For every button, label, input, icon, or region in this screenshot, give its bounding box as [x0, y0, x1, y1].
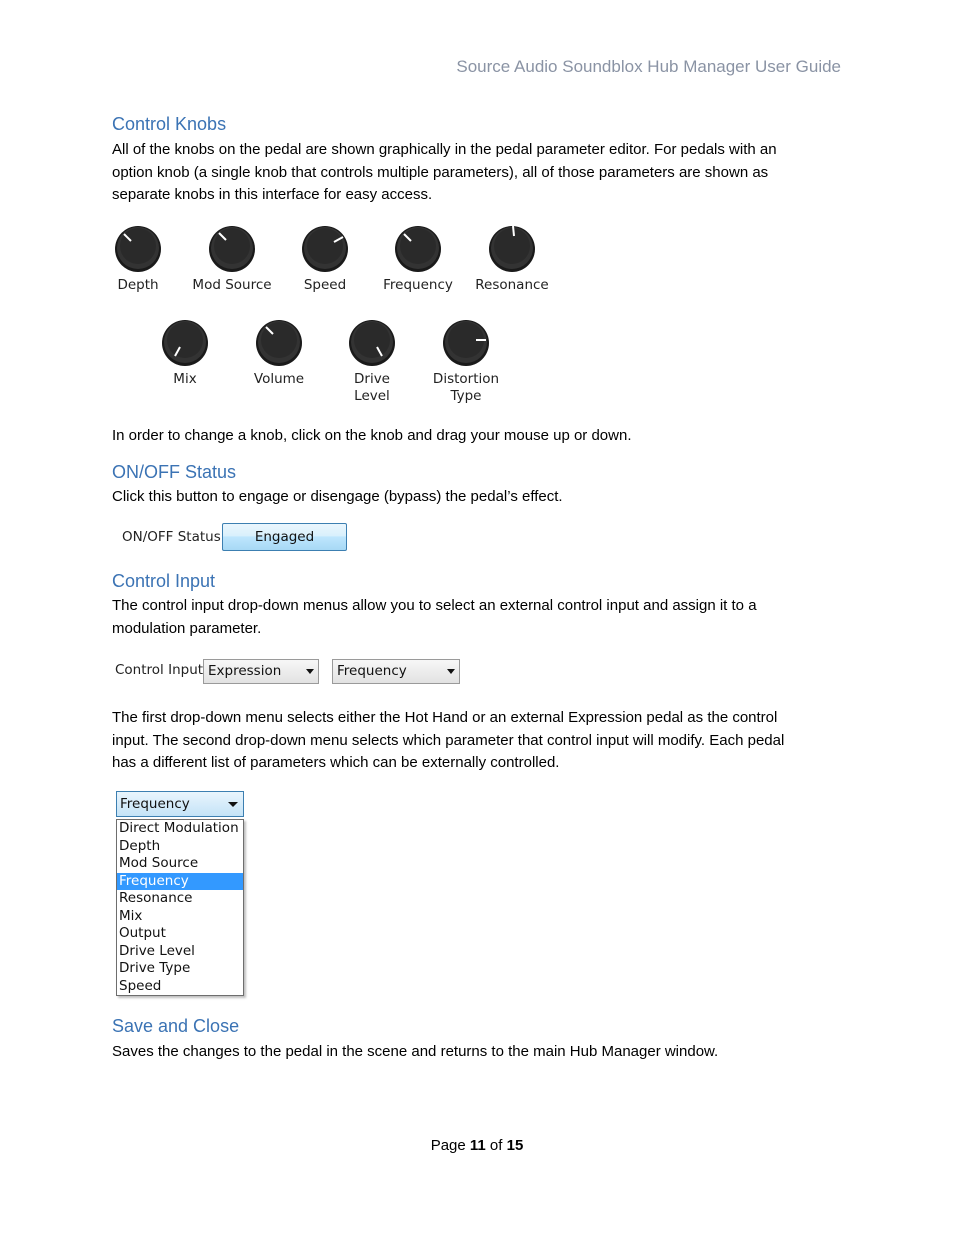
- page-total: 15: [506, 1137, 524, 1154]
- on-off-status-label: ON/OFF Status: [122, 529, 221, 545]
- chevron-down-icon: [306, 669, 314, 674]
- heading-save-and-close: Save and Close: [112, 1016, 240, 1036]
- knob-mod-source[interactable]: [182, 222, 282, 294]
- heading-control-input: Control Input: [112, 571, 216, 591]
- dropdown-option[interactable]: Drive Type: [119, 960, 191, 976]
- knob-speed-label: Speed: [303, 277, 347, 293]
- dropdown-option[interactable]: Resonance: [119, 890, 193, 906]
- knob-resonance-icon[interactable]: [486, 222, 538, 274]
- chevron-down-icon: [228, 802, 238, 807]
- knob-frequency[interactable]: [368, 222, 468, 294]
- dropdown-option[interactable]: Direct Modulation: [119, 820, 239, 836]
- knob-drive-level[interactable]: [322, 316, 422, 405]
- dropdown-option[interactable]: Mix: [119, 907, 143, 924]
- knob-speed[interactable]: [275, 222, 375, 294]
- dropdown-option[interactable]: Drive Level: [119, 942, 195, 959]
- paragraph-line: modulation parameter.: [112, 619, 262, 637]
- paragraph-line: option knob (a single knob that controls multiple parameters), all of those parameters are shown as: [112, 163, 769, 181]
- knob-drive-level-label-line2: Level: [354, 388, 390, 404]
- knob-drive-level-label: [322, 371, 422, 405]
- paragraph-line: has a different list of parameters which can be externally controlled.: [112, 754, 560, 771]
- knob-volume-icon[interactable]: [253, 316, 305, 368]
- knob-frequency-icon[interactable]: [392, 222, 444, 274]
- knob-resonance[interactable]: [462, 222, 562, 294]
- knob-mix-label: [135, 371, 235, 388]
- knob-distortion-type[interactable]: [416, 316, 516, 405]
- heading-on-off-status: ON/OFF Status: [112, 462, 237, 482]
- knob-mod-source-label: Mod Source: [192, 277, 272, 293]
- control-parameter-select[interactable]: [332, 659, 460, 684]
- knob-distortion-type-label: [416, 371, 516, 405]
- knob-instructions: In order to change a knob, click on the knob and drag your mouse up or down.: [112, 427, 632, 444]
- page-number: 11: [469, 1137, 486, 1154]
- knob-mod-source-icon[interactable]: [206, 222, 258, 274]
- dropdown-option[interactable]: Output: [119, 925, 166, 941]
- dropdown-option[interactable]: Mod Source: [119, 855, 199, 871]
- parameter-dropdown[interactable]: [116, 791, 244, 817]
- knob-drive-level-icon[interactable]: [346, 316, 398, 368]
- knob-mix-label-line1: Mix: [173, 371, 197, 387]
- paragraph-line: input. The second drop-down menu selects which parameter that control input will modify. Each pedal: [112, 731, 785, 749]
- control-source-select[interactable]: [203, 659, 319, 684]
- save-close-paragraph: Saves the changes to the pedal in the scene and returns to the main Hub Manager window.: [112, 1043, 719, 1060]
- engaged-button[interactable]: Engaged: [222, 523, 347, 551]
- paragraph-line: The first drop-down menu selects either the Hot Hand or an external Expression pedal as the control: [112, 709, 778, 726]
- control-parameter-value: Frequency: [337, 663, 407, 679]
- dropdown-option[interactable]: Depth: [119, 837, 161, 854]
- control-input-label: Control Input: [115, 662, 204, 678]
- heading-control-knobs: Control Knobs: [112, 114, 227, 134]
- knob-volume-label-line1: Volume: [253, 371, 305, 387]
- document-header: Source Audio Soundblox Hub Manager User Guide: [456, 57, 841, 76]
- footer-prefix: Page: [430, 1137, 470, 1154]
- knob-mix[interactable]: [135, 316, 235, 388]
- knob-distortion-type-icon[interactable]: [440, 316, 492, 368]
- dropdown-option[interactable]: Speed: [119, 977, 162, 994]
- control-input-description: [112, 707, 784, 775]
- paragraph-line: The control input drop-down menus allow you to select an external control input and assign it to a: [112, 597, 757, 614]
- page-footer: [0, 1137, 954, 1154]
- paragraph-line: separate knobs in this interface for easy access.: [112, 186, 433, 203]
- knob-depth-label: Depth: [117, 277, 159, 293]
- paragraph-line: All of the knobs on the pedal are shown graphically in the pedal parameter editor. For pedals with an: [112, 141, 777, 158]
- knob-depth-icon[interactable]: [112, 222, 164, 274]
- control-knobs-paragraph: [112, 139, 777, 207]
- knob-frequency-label: Frequency: [383, 277, 453, 293]
- on-off-paragraph: Click this button to engage or disengage (bypass) the pedal’s effect.: [112, 488, 563, 505]
- dropdown-option[interactable]: Frequency: [117, 873, 243, 891]
- parameter-dropdown-value: Frequency: [120, 796, 190, 812]
- knob-distortion-type-label-line2: Type: [450, 388, 482, 404]
- knob-resonance-label: Resonance: [475, 277, 549, 293]
- knob-volume[interactable]: [229, 316, 329, 388]
- chevron-down-icon: [447, 669, 455, 674]
- control-source-value: Expression: [208, 663, 282, 679]
- control-input-paragraph: [112, 595, 757, 640]
- knob-depth[interactable]: [88, 222, 188, 294]
- parameter-dropdown-list: [116, 819, 244, 996]
- knob-speed-icon[interactable]: [299, 222, 351, 274]
- knob-mix-icon[interactable]: [159, 316, 211, 368]
- knob-volume-label: [229, 371, 329, 388]
- knob-drive-level-label-line1: Drive: [354, 371, 390, 387]
- knob-distortion-type-label-line1: Distortion: [432, 371, 500, 387]
- footer-of: of: [485, 1137, 507, 1154]
